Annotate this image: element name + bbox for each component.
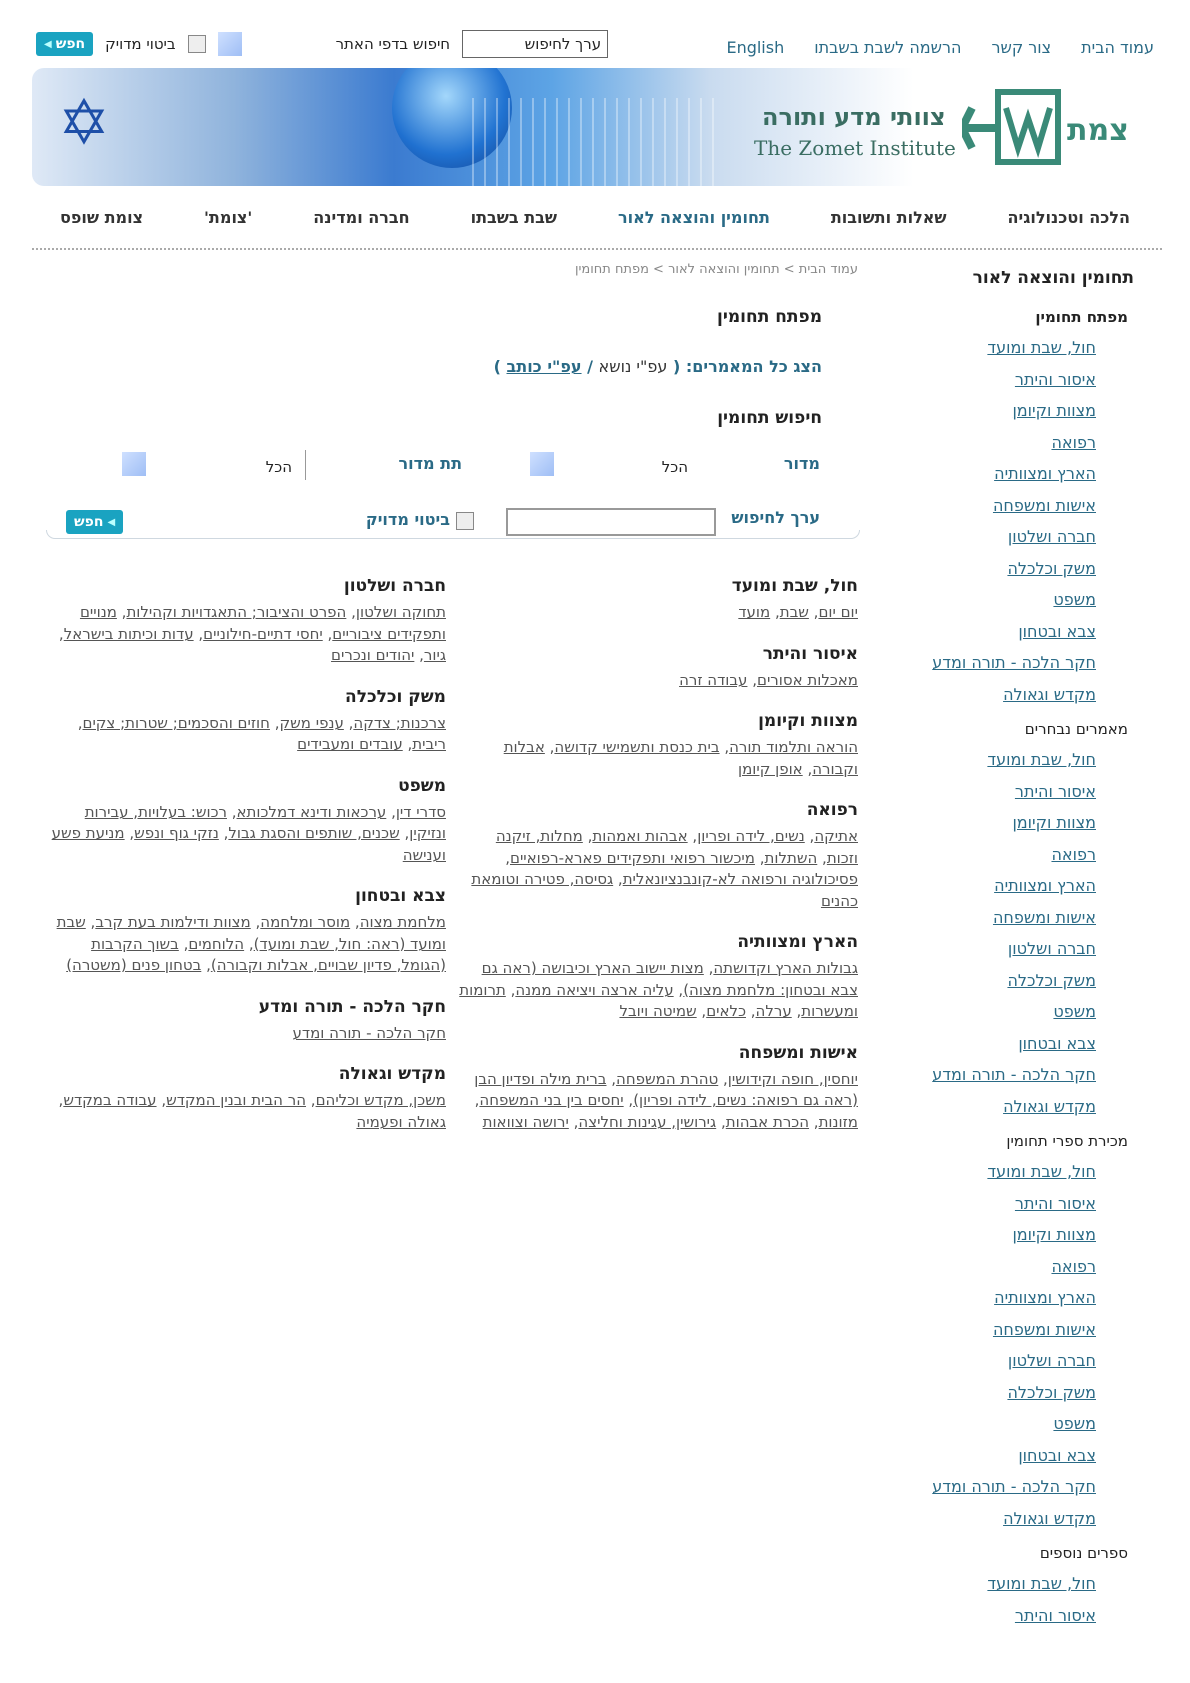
sidebar-item-row — [888, 780, 1128, 812]
sidebar-item[interactable]: מצוות וקיומן — [1012, 1225, 1096, 1244]
category-block: רפואה אתיקה, נשים, לידה ופריון, אבהות ואמהות, מחלות, זיקנה וזכות, השתלות, מיכשור רפואי ותפקידים פארא-רפואיים, פסיכולוגיה ורפואה לא-קונבנציונאלית, גסיסה, פטירה וטומאת כהנים — [458, 800, 858, 912]
category-title: משק וכלכלה — [345, 686, 446, 707]
sidebar-item-row — [888, 1381, 1128, 1413]
category-link[interactable]: השתלות — [764, 848, 818, 867]
top-bar — [36, 30, 1154, 64]
sidebar-item[interactable]: משק וכלכלה — [1007, 1382, 1096, 1402]
category-link[interactable]: משכן, מקדש וכליהם — [315, 1091, 446, 1109]
nav-qa[interactable]: שאלות ותשובות — [830, 208, 947, 227]
sidebar-item-row — [888, 874, 1128, 906]
nav-society[interactable]: חברה ומדינה — [313, 208, 410, 227]
main-nav — [60, 208, 1130, 227]
category-link[interactable]: יוחסין, חופה וקידושין — [727, 1069, 858, 1088]
category-link[interactable]: גסיסה, פטירה וטומאת כהנים — [471, 870, 858, 910]
sidebar-item[interactable]: חול, שבת ומועד — [987, 1162, 1096, 1181]
sidebar-item[interactable]: מקדש וגאולה — [1003, 1508, 1096, 1528]
category-link[interactable]: בשוך הקרבות (הגומל, פדיון שבויים, אבלות וקבורה) — [91, 934, 446, 974]
sidebar-item-row — [888, 937, 1128, 969]
category-link[interactable]: מניעת פשע וענישה — [51, 824, 446, 864]
category-link[interactable]: עליה ארצה ויציאה ממנה — [515, 980, 674, 999]
category-link[interactable]: אופן קיומן — [737, 759, 803, 778]
sidebar-item[interactable]: מצוות וקיומן — [1012, 401, 1096, 420]
sidebar-title: תחומין והוצאה לאור — [972, 268, 1134, 288]
subsection-select[interactable]: הכל — [265, 458, 292, 476]
top-link-subscribe[interactable]: הרשמה לשבת בשבתו — [814, 37, 962, 57]
sidebar-section-title: מכירת ספרי תחומין — [1006, 1132, 1128, 1150]
show-all-sep: / — [587, 357, 593, 376]
sidebar-item-row — [888, 748, 1128, 780]
divider — [32, 248, 1162, 250]
category-link[interactable]: כלאים — [706, 1002, 746, 1020]
category-block: חול, שבת ומועד יום יום, שבת, מועד — [458, 576, 858, 624]
category-block: צבא ובטחון מלחמת מצוה, מוסר ומלחמה, מצוות ודילמות בעת קרב, שבת ומועד (ראה: חול, שבת ומועד), הלוחמים, בשוך הקרבות (הגומל, פדיון שבויים, אבלות וקבורה), בטחון פנים (משטרה) — [46, 886, 446, 977]
subsection-dropdown-icon[interactable] — [122, 452, 146, 476]
sidebar-item[interactable]: הארץ ומצוותיה — [994, 876, 1096, 895]
exact-checkbox[interactable] — [456, 512, 474, 530]
sidebar-item-row — [888, 969, 1128, 1001]
category-link[interactable]: יהודים ונכרים — [331, 646, 415, 664]
category-link[interactable]: עדות וכיתות בישראל — [63, 624, 194, 643]
sidebar-item-row — [888, 1160, 1128, 1192]
category-block: אישות ומשפחה יוחסין, חופה וקידושין, טהרת המשפחה, ברית מילה ופדיון הבן (ראה גם רפואה: נשים, לידה ופריון), יחסים בין בני המשפחה, מזונות, הכרת אבהות, גירושין, עגינות וחליצה, ירושה וצוואות — [458, 1043, 858, 1134]
sidebar-item[interactable]: משק וכלכלה — [1007, 558, 1096, 578]
top-search-input[interactable]: ערך לחיפוש — [462, 30, 608, 58]
main-content — [46, 262, 858, 554]
sidebar-item[interactable]: חול, שבת ומועד — [987, 338, 1096, 357]
arrow-icon: ◀ — [44, 38, 52, 50]
sidebar-item[interactable]: חברה ושלטון — [1007, 939, 1096, 958]
sidebar-item-row — [888, 1318, 1128, 1350]
category-link[interactable]: בטחון פנים (משטרה) — [66, 956, 202, 974]
page-title: מפתח תחומין — [717, 307, 822, 327]
category-link[interactable]: יום יום — [818, 603, 858, 621]
sidebar-item[interactable]: חברה ושלטון — [1007, 527, 1096, 546]
category-link[interactable]: מצות יישוב הארץ וכיבושה (ראה גם צבא ובטחון: מלחמת מצוה) — [481, 959, 858, 999]
category-title: חקר הלכה - תורה ומדע — [258, 996, 446, 1017]
sidebar-item[interactable]: רפואה — [1051, 844, 1096, 864]
top-link-home[interactable]: עמוד הבית — [1081, 37, 1154, 57]
sidebar-item[interactable]: מקדש וגאולה — [1003, 1096, 1096, 1116]
subsection-label: תת מדור — [398, 454, 462, 473]
sidebar-item-row — [888, 843, 1128, 875]
category-link[interactable]: אבהות ואמהות — [592, 827, 688, 845]
category-block: איסור והיתר מאכלות אסורים, עבודה זרה — [458, 644, 858, 692]
sidebar-item-row — [888, 620, 1128, 652]
keyboard-icon[interactable] — [218, 32, 242, 56]
category-title: אישות ומשפחה — [738, 1042, 858, 1063]
search-panel-border — [46, 530, 860, 539]
category-title: משפט — [398, 775, 446, 796]
sidebar-item[interactable]: איסור והיתר — [1014, 781, 1096, 801]
category-link[interactable]: תחוקה ושלטון — [355, 603, 446, 621]
category-block: חברה ושלטון תחוקה ושלטון, הפרט והציבור; התאגדויות וקהילות, מנויים ותפקידים ציבוריים, יחסי דתיים-חילוניים, עדות וכיתות בישראל, גיור, יהודים ונכרים — [46, 576, 446, 667]
category-link[interactable]: מלחמת מצוה — [359, 913, 446, 931]
sidebar-item[interactable]: משק וכלכלה — [1007, 970, 1096, 990]
category-block: משק וכלכלה צרכנות; צדקה, ענפי משק, חוזים והסכמים; שטרות; צקים, ריבית, עובדים ומעבידים — [46, 687, 446, 756]
category-block: מצוות וקיומן הוראה ותלמוד תורה, בית כנסת ותשמישי קדושה, אבלות וקבורה, אופן קיומן — [458, 711, 858, 780]
sidebar-item[interactable]: איסור והיתר — [1014, 1605, 1096, 1625]
category-link[interactable]: ערכאות ודינא דמלכותא — [236, 802, 387, 821]
sidebar-item-row — [888, 1095, 1128, 1127]
sidebar-item[interactable]: צבא ובטחון — [1018, 1033, 1096, 1053]
star-of-david-icon: ✡ — [58, 86, 110, 159]
search-value-label: ערך לחיפוש — [731, 508, 820, 527]
sidebar-item-row — [888, 462, 1128, 494]
logo-text: צמת — [1067, 113, 1129, 148]
sidebar-item[interactable]: צבא ובטחון — [1018, 621, 1096, 641]
categories-right-column — [458, 576, 858, 1153]
category-link[interactable]: ירושה וצוואות — [482, 1112, 569, 1131]
category-link[interactable]: ערלה — [755, 1002, 792, 1020]
nav-halacha-tech[interactable]: הלכה וטכנולוגיה — [1007, 208, 1130, 227]
sidebar-item-row — [888, 494, 1128, 526]
sidebar-section-title: ספרים נוספים — [1039, 1544, 1128, 1562]
category-block: מקדש וגאולה משכן, מקדש וכליהם, הר הבית ובנין המקדש, עבודה במקדש, גאולה ופעמיה — [46, 1064, 446, 1133]
arrow-icon: ◀ — [107, 516, 116, 528]
exact-label: ביטוי מדויק — [365, 510, 450, 529]
top-search-button-label: חפש — [55, 36, 86, 52]
category-link[interactable]: מצוות ודילמות בעת קרב — [95, 913, 251, 931]
category-link[interactable]: גבולות הארץ וקדושתה — [713, 959, 858, 977]
sidebar-item-row — [888, 588, 1128, 620]
category-link[interactable]: עבודה במקדש — [63, 1091, 157, 1109]
sidebar-item[interactable]: אישות ומשפחה — [992, 1319, 1096, 1339]
by-author-link[interactable]: עפ"י כותב — [506, 357, 582, 376]
sidebar-item[interactable]: צבא ובטחון — [1018, 1445, 1096, 1465]
sidebar-item-row — [888, 1192, 1128, 1224]
zomet-logo[interactable] — [962, 88, 1152, 168]
show-all-close: ) — [493, 357, 501, 376]
sidebar-item[interactable]: אישות ומשפחה — [992, 495, 1096, 515]
sidebar-item-row — [888, 651, 1128, 683]
category-title: מקדש וגאולה — [338, 1064, 446, 1084]
category-link[interactable]: מנויים ותפקידים ציבוריים — [79, 603, 446, 643]
top-exact-checkbox[interactable] — [188, 35, 206, 53]
top-search — [36, 30, 608, 58]
category-title: איסור והיתר — [762, 643, 858, 664]
top-exact-label: ביטוי מדויק — [105, 35, 176, 53]
sidebar-item[interactable]: חקר הלכה - תורה ומדע — [932, 653, 1096, 672]
category-link[interactable]: גירושין, עגינות וחליצה — [578, 1112, 717, 1131]
sidebar-item-row — [888, 811, 1128, 843]
sidebar-item[interactable]: רפואה — [1051, 432, 1096, 452]
sidebar-item[interactable]: מקדש וגאולה — [1003, 684, 1096, 704]
category-block: משפט סדרי דין, ערכאות ודינא דמלכותא, רכוש: בעלויות, עבירות ונזיקין, שכנים, שותפים והסגת גבול, נזקי גוף ונפש, מניעת פשע וענישה — [46, 776, 446, 867]
category-block: הארץ ומצוותיה גבולות הארץ וקדושתה, מצות יישוב הארץ וכיבושה (ראה גם צבא ובטחון: מלחמת מצוה), עליה ארצה ויציאה ממנה, תרומות ומעשרות, ערלה, כלאים, שמיטה ויובל — [459, 932, 858, 1020]
sidebar-item-row — [888, 1032, 1128, 1064]
sidebar-item-row — [888, 368, 1128, 400]
section-label: מדור — [783, 454, 820, 473]
sidebar-item-row — [888, 1223, 1128, 1255]
sidebar-item-row — [888, 1255, 1128, 1287]
category-link[interactable]: שמיטה ויובל — [619, 1002, 697, 1020]
sidebar-item-row — [888, 431, 1128, 463]
category-link[interactable]: גאולה ופעמיה — [356, 1112, 446, 1131]
breadcrumb[interactable]: עמוד הבית > תחומין והוצאה לאור > מפתח תחומין — [574, 262, 858, 277]
sidebar-section-title: מפתח תחומין — [1035, 308, 1128, 326]
sidebar-item[interactable]: חול, שבת ומועד — [987, 1574, 1096, 1593]
show-all-prefix: הצג כל המאמרים: — [685, 357, 822, 376]
sidebar-item-row — [888, 1604, 1128, 1636]
show-all-open: ( — [672, 357, 681, 376]
category-block — [46, 997, 446, 1045]
category-link[interactable]: מוסר ומלחמה — [260, 913, 351, 931]
sidebar-item-row — [888, 399, 1128, 431]
category-link[interactable]: צרכנות; צדקה — [353, 713, 446, 732]
sidebar-item-row — [888, 683, 1128, 715]
sidebar-item[interactable]: איסור והיתר — [1014, 1193, 1096, 1213]
sidebar-item-row — [888, 1507, 1128, 1539]
sidebar-item-row — [888, 1475, 1128, 1507]
nav-zomet[interactable]: 'צומת' — [204, 208, 253, 227]
category-link[interactable]: בית כנסת ותשמישי קדושה — [554, 738, 720, 756]
sidebar-item[interactable]: הארץ ומצוותיה — [994, 1288, 1096, 1307]
category-title: רפואה — [806, 800, 858, 820]
top-links — [726, 38, 1154, 57]
category-link[interactable]: חקר הלכה - תורה ומדע — [292, 1023, 446, 1042]
sidebar-item[interactable]: חברה ושלטון — [1007, 1351, 1096, 1370]
search-heading: חיפוש תחומין — [717, 408, 822, 428]
category-link[interactable]: טהרת המשפחה — [616, 1069, 719, 1088]
category-link[interactable]: ברית מילה ופדיון הבן (ראה גם רפואה: נשים, לידה ופריון) — [474, 1069, 858, 1109]
banner — [32, 68, 1162, 186]
category-link[interactable]: אבלות וקבורה — [503, 738, 858, 778]
sidebar-item[interactable]: רפואה — [1051, 1256, 1096, 1276]
category-link[interactable]: הוראה ותלמוד תורה — [729, 738, 858, 756]
banner-english-title: The Zomet Institute — [754, 136, 956, 160]
category-link[interactable]: מחלות, זיקנה וזכות — [495, 827, 858, 867]
show-all-line — [46, 357, 822, 376]
sidebar-item[interactable]: איסור והיתר — [1014, 369, 1096, 389]
category-link[interactable]: סדרי דין — [395, 802, 446, 821]
nav-shop[interactable]: צומת שופס — [60, 208, 144, 227]
top-search-button[interactable] — [36, 32, 93, 56]
category-link[interactable]: עובדים ומעבידים — [297, 735, 403, 753]
nav-shabbat[interactable]: שבת בשבתו — [470, 208, 558, 227]
category-link[interactable]: אתיקה — [814, 827, 858, 845]
category-link[interactable]: תרומות ומעשרות — [459, 980, 858, 1020]
sidebar-item-row — [888, 1286, 1128, 1318]
category-title: חברה ושלטון — [343, 576, 446, 596]
category-link[interactable]: עבודה זרה — [679, 670, 748, 689]
sidebar-item-row — [888, 1412, 1128, 1444]
light-rays — [462, 98, 722, 186]
categories-left-column — [46, 576, 446, 1153]
category-link[interactable]: הלוחמים — [188, 934, 245, 953]
category-link[interactable]: יחסים בין בני המשפחה — [479, 1091, 624, 1109]
site-search-label: חיפוש בדפי האתר — [335, 35, 451, 53]
category-title: הארץ ומצוותיה — [737, 932, 858, 952]
sidebar-item-row — [888, 1349, 1128, 1381]
category-title: מצוות וקיומן — [758, 711, 858, 731]
sidebar-item[interactable]: משפט — [1053, 1414, 1096, 1433]
category-link[interactable]: מועד — [738, 603, 771, 621]
category-link[interactable]: ענפי משק — [279, 713, 344, 732]
sidebar-item[interactable]: משפט — [1053, 590, 1096, 609]
sidebar-item[interactable]: חקר הלכה - תורה ומדע — [932, 1065, 1096, 1084]
sidebar-item[interactable]: מצוות וקיומן — [1012, 813, 1096, 832]
category-link[interactable]: שבת ומועד (ראה: חול, שבת ומועד) — [56, 913, 446, 953]
sidebar-item-row — [888, 906, 1128, 938]
section-dropdown-icon[interactable] — [530, 452, 554, 476]
sidebar-item[interactable]: חקר הלכה - תורה ומדע — [932, 1477, 1096, 1496]
category-link[interactable]: יחסי דתיים-חילוניים — [203, 624, 323, 643]
category-link[interactable]: רכוש: בעלויות, עבירות ונזיקין — [84, 802, 446, 842]
category-link[interactable]: נשים, לידה ופריון — [697, 827, 805, 845]
category-link[interactable]: ריבית — [412, 735, 446, 753]
sidebar-section-title: מאמרים נבחרים — [1024, 720, 1128, 738]
sidebar-item-row — [888, 1000, 1128, 1032]
section-select[interactable]: הכל — [661, 458, 688, 476]
nav-techumin[interactable]: תחומין והוצאה לאור — [618, 208, 770, 227]
sidebar-item-row — [888, 1063, 1128, 1095]
sidebar-item-row — [888, 336, 1128, 368]
by-subject-link[interactable]: עפ"י נושא — [598, 357, 668, 376]
category-link[interactable]: הר הבית ובנין המקדש — [166, 1091, 307, 1109]
sidebar-item[interactable]: משפט — [1053, 1002, 1096, 1021]
category-link[interactable]: הכרת אבהות — [725, 1112, 810, 1131]
category-link[interactable]: פסיכולוגיה ורפואה לא-קונבנציונאלית — [622, 870, 858, 888]
search-button-label: חפש — [74, 514, 104, 530]
top-link-contact[interactable]: צור קשר — [991, 37, 1052, 57]
category-link[interactable]: שבת — [779, 603, 809, 621]
sidebar-item-row — [888, 557, 1128, 589]
category-link[interactable]: גיור — [423, 646, 446, 664]
category-title: חול, שבת ומועד — [731, 576, 858, 596]
sidebar-item-row — [888, 1444, 1128, 1476]
category-link[interactable]: מאכלות אסורים — [756, 670, 858, 689]
category-link[interactable]: נזקי גוף ונפש — [134, 824, 219, 842]
sidebar-item[interactable]: אישות ומשפחה — [992, 907, 1096, 927]
category-link[interactable]: חוזים והסכמים; שטרות; צקים — [82, 713, 270, 732]
top-link-english[interactable]: English — [726, 37, 785, 57]
category-link[interactable]: מיכשור רפואי ותפקידים פארא-רפואיים — [509, 848, 755, 867]
sidebar — [888, 268, 1134, 1635]
sidebar-item[interactable]: חול, שבת ומועד — [987, 750, 1096, 769]
banner-hebrew-title: צוותי מדע ותורה — [762, 103, 946, 131]
sidebar-item-row — [888, 525, 1128, 557]
category-link[interactable]: הפרט והציבור; התאגדויות וקהילות — [126, 603, 347, 621]
category-title: צבא ובטחון — [355, 886, 446, 906]
category-link[interactable]: מזונות — [818, 1112, 858, 1131]
category-link[interactable]: שכנים, שותפים והסגת גבול — [228, 824, 400, 842]
sidebar-item-row — [888, 1572, 1128, 1604]
sidebar-item[interactable]: הארץ ומצוותיה — [994, 464, 1096, 483]
